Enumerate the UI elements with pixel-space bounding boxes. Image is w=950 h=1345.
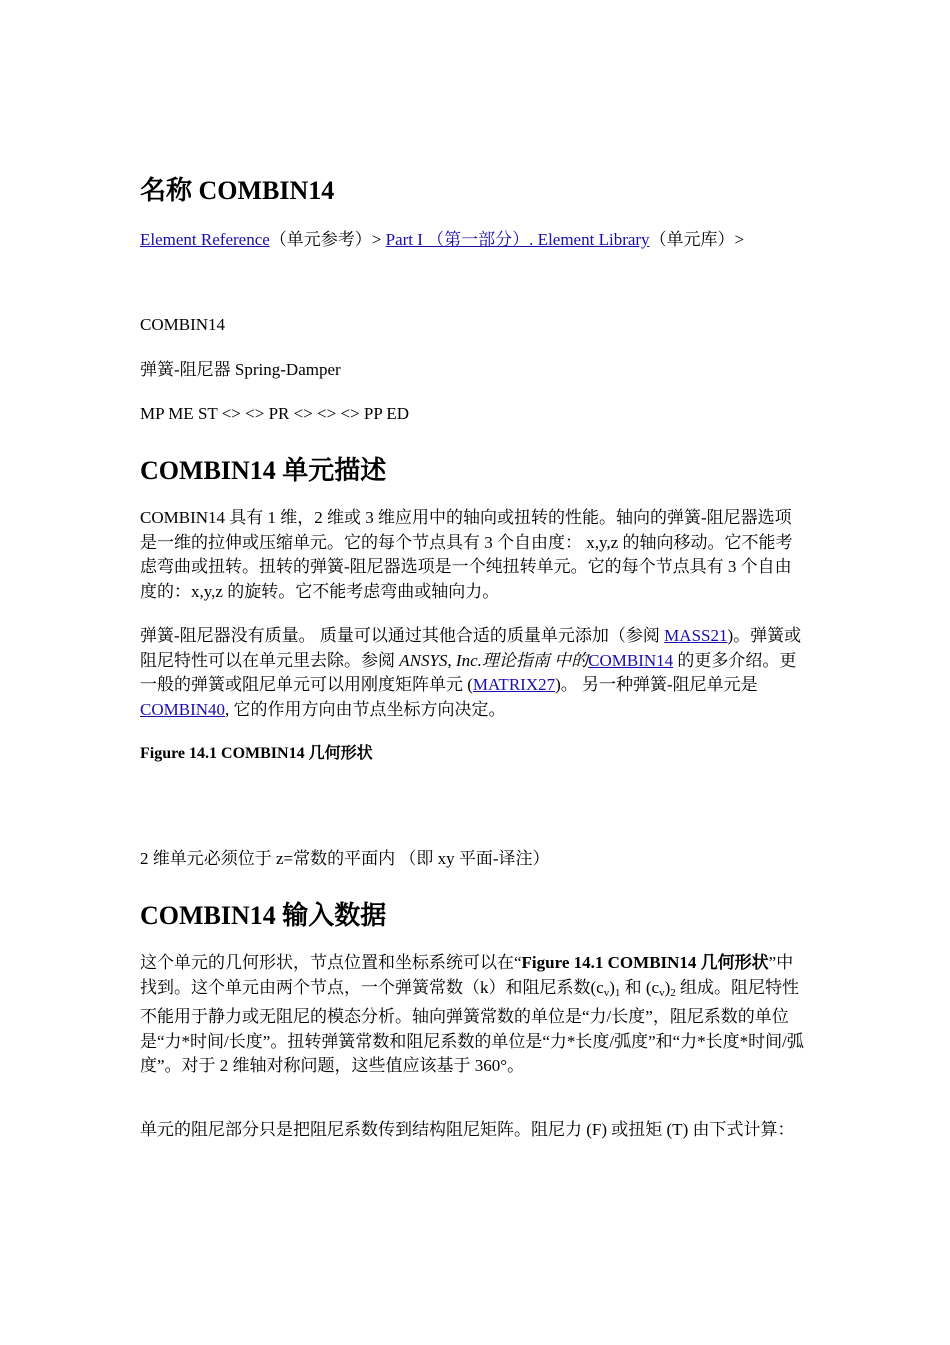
input-paragraph-1: [140, 951, 808, 1079]
input-p1-sub-v2: v: [659, 986, 665, 999]
input-p1-text-b: ”中找到。这个单元由两个节点，一个弹簧常数（k）和阻尼系数(c: [140, 953, 794, 997]
product-codes: MP ME ST <> <> PR <> <> <> PP ED: [140, 404, 410, 423]
p2-text-d: )。 另一种弹簧-阻尼单元是: [555, 675, 758, 694]
element-description: 弹簧-阻尼器 Spring-Damper: [140, 360, 341, 379]
breadcrumb-text-2: （单元库）>: [649, 230, 745, 249]
p2-text-b: )。弹簧或阻尼特性可以在单元里去除。参阅: [140, 626, 802, 670]
link-combin14[interactable]: COMBIN14: [588, 650, 674, 670]
input-p1-sub-1: 1: [614, 986, 621, 999]
breadcrumb-text-1: （单元参考）>: [269, 230, 386, 249]
p2-text-e: , 它的作用方向由节点坐标方向决定。: [225, 699, 506, 719]
input-p1-text-e: ): [664, 977, 671, 997]
p2-italic-theory: ANSYS, Inc.理论指南 中的: [399, 650, 589, 670]
input-p1-sub-2: 2: [670, 986, 676, 999]
section-heading-description: COMBIN14 单元描述: [140, 456, 387, 485]
p2-text-a: 弹簧-阻尼器没有质量。 质量可以通过其他合适的质量单元添加（参阅: [140, 626, 665, 645]
input-p1-text-a: 这个单元的几何形状，节点位置和坐标系统可以在“: [140, 953, 522, 972]
p2-text-c: 的更多介绍。更一般的弹簧或阻尼单元可以用刚度矩阵单元 (: [140, 650, 797, 694]
element-name: COMBIN14: [140, 315, 226, 334]
note-2d-element: 2 维单元必须位于 z=常数的平面内 （即 xy 平面-译注）: [140, 849, 550, 868]
input-p1-sub-v1: v: [603, 986, 610, 999]
link-combin40[interactable]: COMBIN40: [140, 699, 226, 719]
description-paragraph-1: COMBIN14 具有 1 维，2 维或 3 维应用中的轴向或扭转的性能。轴向的弹簧-阻尼器选项是一维的拉伸或压缩单元。它的每个节点具有 3 个自由度： x,y,z 的轴向移动。它不能考虑弯曲或扭转。扭转的弹簧-阻尼器选项是一个纯扭转单元。它的每个节点具有 3 个自由度的：x,y,z 的旋转。它不能考虑弯曲或轴向力。: [140, 508, 793, 601]
link-matrix27[interactable]: MATRIX27: [472, 675, 556, 694]
breadcrumb-link-element-reference[interactable]: Element Reference: [140, 230, 270, 249]
input-p1-text-f: 组成。阻尼特性不能用于静力或无阻尼的模态分析。轴向弹簧常数的单位是“力/长度”，阻尼系数的单位是“力*时间/长度”。扭转弹簧常数和阻尼系数的单位是“力*长度/弧度”和“力*长度*时间/弧度”。对于 2 维轴对称问题，这些值应该基于 360°。: [140, 977, 804, 1075]
section-heading-input-data: COMBIN14 输入数据: [140, 901, 387, 930]
breadcrumb: [140, 228, 808, 253]
input-p1-text-d: 和 (c: [620, 977, 660, 997]
input-p1-figure-ref: Figure 14.1 COMBIN14 几何形状: [521, 953, 769, 972]
breadcrumb-link-element-library[interactable]: Part I （第一部分）. Element Library: [385, 230, 650, 249]
figure-caption: Figure 14.1 COMBIN14 几何形状: [140, 745, 373, 762]
input-paragraph-2: 单元的阻尼部分只是把阻尼系数传到结构阻尼矩阵。阻尼力 (F) 或扭矩 (T) 由下式计算：: [140, 1120, 795, 1139]
description-paragraph-2: [140, 624, 808, 722]
input-p1-text-c: ): [609, 977, 615, 997]
page-title: 名称 COMBIN14: [140, 176, 335, 205]
link-mass21[interactable]: MASS21: [664, 626, 728, 645]
